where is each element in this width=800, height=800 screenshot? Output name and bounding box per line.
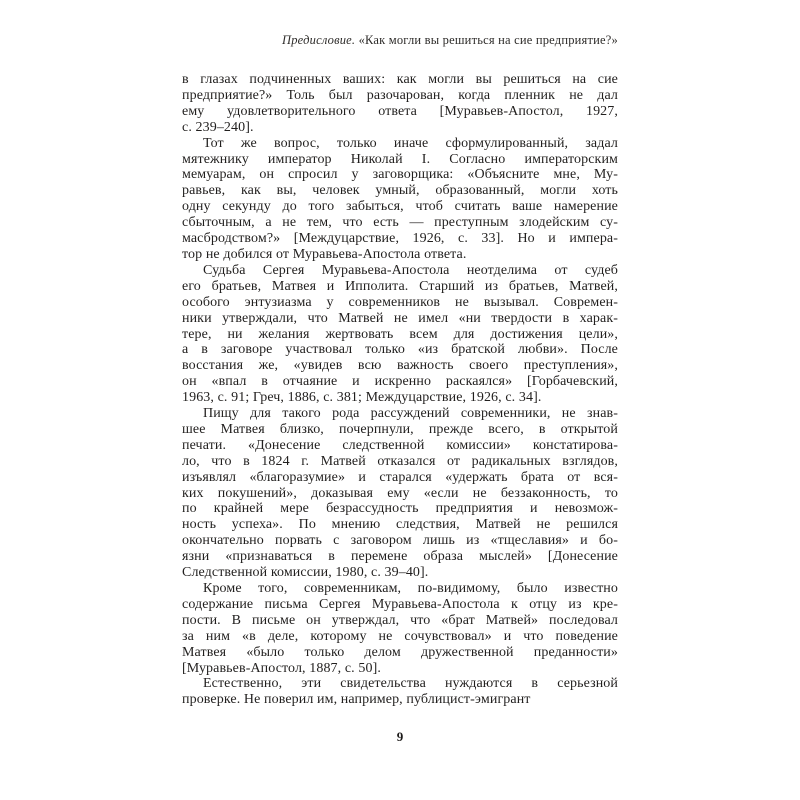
text-line: его братьев, Матвея и Ипполита. Старший из братьев, Матвей, <box>182 278 618 294</box>
text-line: печати. «Донесение следственной комиссии» констатирова- <box>182 437 618 453</box>
text-line: одну секунду до того забыться, чтоб считать ваше намерение <box>182 199 618 215</box>
text-block <box>182 72 618 708</box>
text-line: ники утверждали, что Матвей не имел «ни твердости в харак- <box>182 310 618 326</box>
text-line: предприятие?» Толь был разочарован, когда пленник не дал <box>182 87 618 103</box>
text-line: язни «признаваться в перемене образа мыслей» [Донесение <box>182 549 618 565</box>
text-line: особого энтузиазма у современников не вызывал. Современ- <box>182 294 618 310</box>
text-line: тор не добился от Муравьева-Апостола ответа. <box>182 246 467 262</box>
text-line: ность успеха». По мнению следствия, Матвей не решился <box>182 517 618 533</box>
text-line: Матвея «было только делом дружественной преданности» <box>182 644 618 660</box>
text-line: ему удовлетворительного ответа [Муравьев-Апостол, 1927, <box>182 103 618 119</box>
text-line: Тот же вопрос, только иначе сформулированный, задал <box>203 135 618 151</box>
text-line: Кроме того, современникам, по-видимому, было известно <box>203 581 618 596</box>
text-line: изъявлял «благоразумие» и старался «удержать брата от вся- <box>182 469 618 485</box>
text-line: масбродством?» [Междуцарствие, 1926, с. 33]. Но и импера- <box>182 231 618 247</box>
text-line: мятежнику император Николай I. Согласно императорским <box>182 151 618 167</box>
text-line: равьев, как вы, человек умный, образованный, могли хоть <box>182 183 618 199</box>
running-header <box>182 33 618 48</box>
paragraph <box>182 72 618 136</box>
text-line: мемуарам, он спросил у заговорщика: «Объясните мне, Му- <box>182 167 618 183</box>
paragraph <box>182 581 618 676</box>
text-line: восстания же, «увидев всю важность своего преступления», <box>182 358 618 374</box>
text-line: Следственной комиссии, 1980, с. 39–40]. <box>182 565 429 581</box>
page-number: 9 <box>396 729 404 744</box>
text-line: окончательно порвать с заговором лишь из «тщеславия» и бо- <box>182 533 618 549</box>
text-line: ло, что в 1824 г. Матвей отказался от радикальных взглядов, <box>182 453 618 469</box>
text-line: за ним «в деле, которому не сочувствовал» и что поведение <box>182 628 618 644</box>
text-line: тере, ни желания жертвовать всем для достижения цели», <box>182 326 618 342</box>
text-line: Естественно, эти свидетельства нуждаются в серьезной <box>203 676 618 692</box>
paragraph <box>182 676 618 708</box>
text-line: в глазах подчиненных ваших: как могли вы решиться на сие <box>182 72 618 87</box>
text-line: проверке. Не поверил им, например, публицист-эмигрант <box>182 692 531 708</box>
running-header-chapter-title: «Как могли вы решиться на сие предприятие?» <box>358 33 618 47</box>
text-line: шее Матвея близко, почерпнули, прежде всего, в открытой <box>182 421 618 437</box>
text-line: 1963, с. 91; Греч, 1886, с. 381; Междуцарствие, 1926, с. 34]. <box>182 390 542 406</box>
paragraph <box>182 406 618 581</box>
text-line: сбыточным, а не тем, что есть — преступным злодейским су- <box>182 215 618 231</box>
text-line: Судьба Сергея Муравьева-Апостола неотделима от судеб <box>203 262 618 278</box>
text-line: ких покушений», доказывая ему «если не беззаконность, то <box>182 485 618 501</box>
text-line: а в заговоре участвовал только «из братской любви». После <box>182 342 618 358</box>
paragraph <box>182 263 618 406</box>
text-line: содержание письма Сергея Муравьева-Апостола к отцу из кре- <box>182 596 618 612</box>
text-line: [Муравьев-Апостол, 1887, с. 50]. <box>182 660 381 676</box>
text-line: он «впал в отчаяние и искренно раскаялся» [Горбачевский, <box>182 374 618 390</box>
text-line: Пищу для такого рода рассуждений современники, не знав- <box>203 406 618 422</box>
paragraph <box>182 136 618 263</box>
running-header-section-title: Предисловие. <box>281 33 356 47</box>
text-line: пости. В письме он утверждал, что «брат Матвей» последовал <box>182 612 618 628</box>
text-line: с. 239–240]. <box>182 119 254 135</box>
text-line: по крайней мере безрассудность предприятия и невозмож- <box>182 501 618 517</box>
